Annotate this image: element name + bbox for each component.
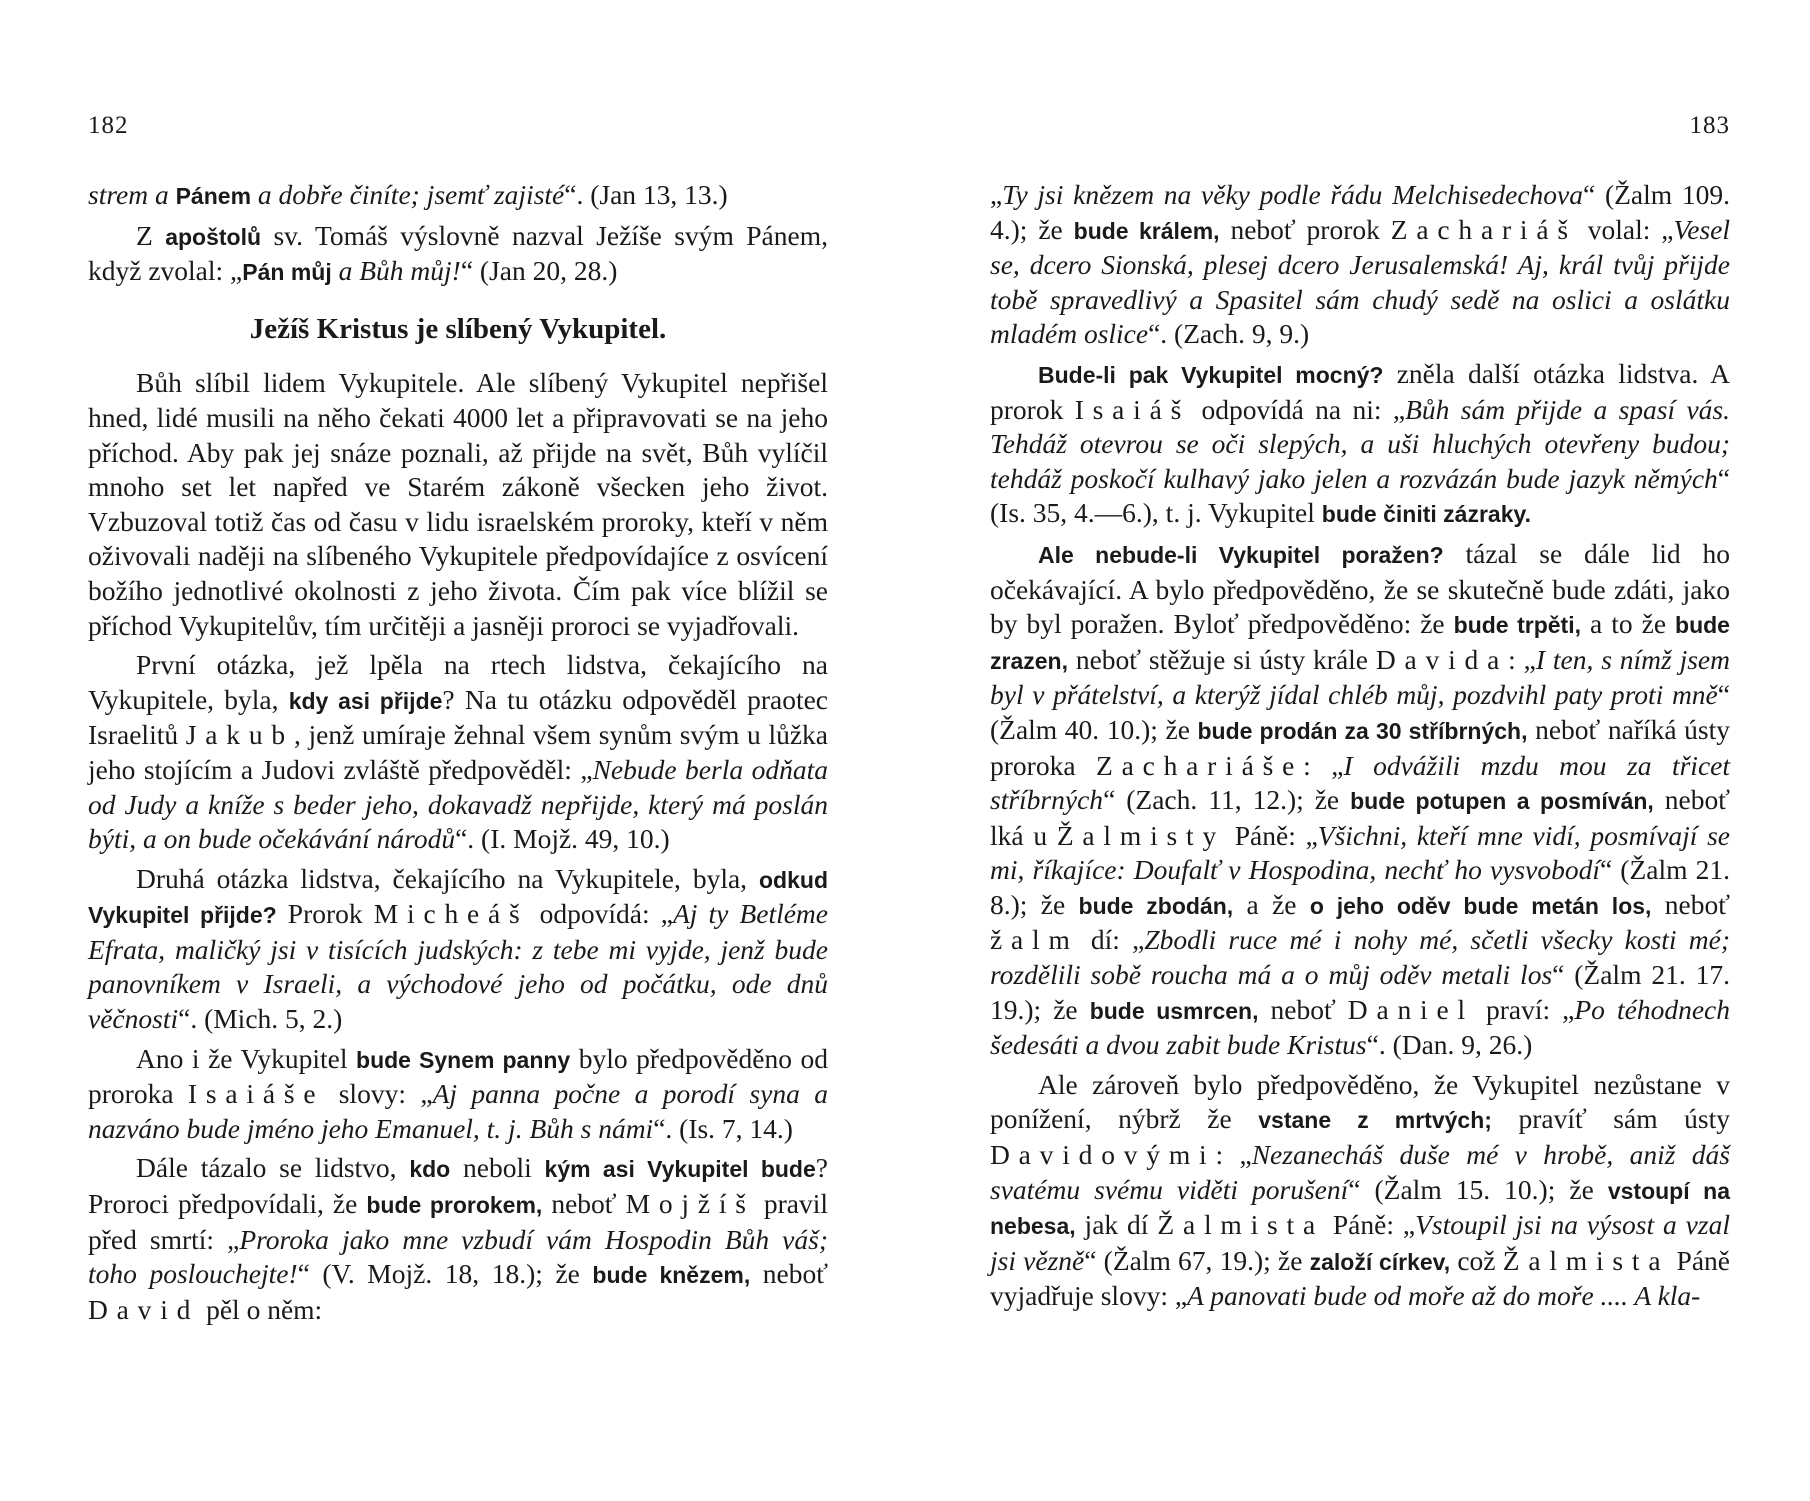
paragraph: Ale zároveň bylo předpověděno, že Vykupitel nezůstane v ponížení, nýbrž že vstane z mrtvých; pravíť sám ústy Davidovými: „Nezanecháš duše mé v hrobě, aniž dáš svatému svému viděti porušení“ (Žalm 15. 10.); že vstoupí na nebesa, jak dí Žalmista Páně: „Vstoupil jsi na výsost a vzal jsi vězně“ (Žalm 67, 19.); že založí církev, což Žalmista Páně vyjadřuje slovy: „A panovati bude od moře až do moře .... A kla- [990,1068,1731,1312]
right-page [990,0,1730,1501]
right-page-text [990,178,1730,1319]
paragraph: Ale nebude-li Vykupitel poražen? tázal se dále lid ho očekávající. A bylo předpověděno, že se skutečně bude zdáti, jako by byl poražen. Byloť předpověděno: že bude trpěti, a to že bude zrazen, neboť stěžuje si ústy krále Davida: „I ten, s nímž jsem byl v přátelství, a kterýž jídal chléb můj, pozdvihl paty proti mně“ (Žalm 40. 10.); že bude prodán za 30 stříbrných, neboť naříká ústy proroka Zachariáše: „I odvážili mzdu mou za třicet stříbrných“ (Zach. 11, 12.); že bude potupen a posmíván, neboť lká u Žalmisty Páně: „Všichni, kteří mne vidí, posmívají se mi, říkajíce: Doufalť v Hospodina, nechť ho vysvobodí“ (Žalm 21. 8.); že bude zbodán, a že o jeho oděv bude metán los, neboť žalm dí: „Zbodli ruce mé i nohy mé, sčetli všecky kosti mé; rozdělili sobě roucha má a o můj oděv metali los“ (Žalm 21. 17. 19.); že bude usmrcen, neboť Daniel praví: „Po téhodnech šedesáti a dvou zabit bude Kristus“. (Dan. 9, 26.) [990,537,1731,1061]
page-number-right: 183 [1689,112,1730,139]
paragraph: Dále tázalo se lidstvo, kdo neboli kým asi Vykupitel bude? Proroci předpovídali, že bude prorokem, neboť Mojžíš pravil před smrtí: „Proroka jako mne vzbudí vám Hospodin Bůh váš; toho poslouchejte!“ (V. Mojž. 18, 18.); že bude knězem, neboť David pěl o něm: [88,1152,828,1325]
paragraph: Druhá otázka lidstva, čekajícího na Vykupitele, byla, odkud Vykupitel přijde? Prorok Micheáš odpovídá: „Aj ty Betléme Efrata, maličký jsi v tisících judských: z tebe mi vyjde, jenž bude panovníkem v Israeli, a východové jeho od počátku, ode dnů věčnosti“. (Mich. 5, 2.) [88,862,828,1035]
paragraph: Bůh slíbil lidem Vykupitele. Ale slíbený Vykupitel nepřišel hned, lidé musili na něho čekati 4000 let a připravovati se na jeho příchod. Aby pak jej snáze poznali, až přijde na svět, Bůh vylíčil mnoho set let napřed ve Starém zákoně všecken jeho život. Vzbuzoval totiž čas od času v lidu israelském proroky, kteří v něm oživovali naději na slíbeného Vykupitele předpovídajíce z osvícení božího jednotlivé okolnosti z jeho života. Čím pak více blížil se příchod Vykupitelův, tím určitěji a jasněji proroci se vyjadřovali. [88,367,828,641]
left-page-text [88,178,828,1332]
paragraph: Bude-li pak Vykupitel mocný? zněla další otázka lidstva. A prorok Isaiáš odpovídá na ni: „Bůh sám přijde a spasí vás. Tehdáž otevrou se oči slepých, a uši hluchých otevřeny budou; tehdáž poskočí kulhavý jako jelen a rozvázán bude jazyk němých“ (Is. 35, 4.—6.), t. j. Vykupitel bude činiti zázraky. [990,357,1731,529]
section-heading: Ježíš Kristus je slíbený Vykupitel. [249,312,667,345]
page-number-left: 182 [88,112,129,139]
left-page [88,0,828,1501]
paragraph: Z apoštolů sv. Tomáš výslovně nazval Ježíše svým Pánem, když zvolal: „Pán můj a Bůh můj!“ (Jan 20, 28.) [88,219,828,287]
paragraph: Ano i že Vykupitel bude Synem panny bylo předpověděno od proroka Isaiáše slovy: „Aj panna počne a porodí syna a nazváno bude jméno jeho Emanuel, t. j. Bůh s námi“. (Is. 7, 14.) [88,1042,828,1144]
paragraph: „Ty jsi knězem na věky podle řádu Melchisedechova“ (Žalm 109. 4.); že bude králem, neboť prorok Zachariáš volal: „Vesel se, dcero Sionská, plesej dcero Jerusalemská! Aj, král tvůj přijde tobě spravedlivý a Spasitel sám chudý sedě na oslici a oslátku mladém oslice“. (Zach. 9, 9.) [990,179,1731,350]
paragraph: strem a Pánem a dobře činíte; jsemť zajisté“. (Jan 13, 13.) [88,179,728,210]
paragraph: První otázka, jež lpěla na rtech lidstva, čekajícího na Vykupitele, byla, kdy asi přijde? Na tu otázku odpověděl praotec Israelitů Jakub, jenž umíraje žehnal všem synům svým u lůžka jeho stojícím a Judovi zvláště předpověděl: „Nebude berla odňata od Judy a kníže s beder jeho, dokavadž nepřijde, který má poslán býti, a on bude očekávání národů“. (I. Mojž. 49, 10.) [88,649,828,855]
